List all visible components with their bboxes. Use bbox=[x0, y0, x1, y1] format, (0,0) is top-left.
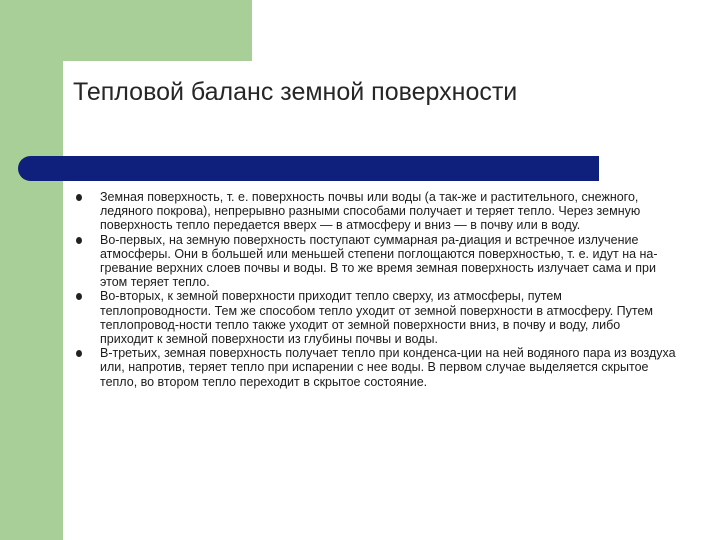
bullet-icon bbox=[76, 350, 82, 357]
bullet-icon bbox=[76, 237, 82, 244]
bullet-text: Во-вторых, к земной поверхности приходит тепло сверху, из атмосферы, путем теплопроводности. Тем же способом тепло уходит от земной поверхности в атмосферу. Путем теплопровод-ности тепло также уходит от земной поверхности вниз, в почву и воду, либо приходит к земной поверхности из глубины почвы и воды. bbox=[100, 289, 654, 347]
list-item bbox=[76, 233, 676, 290]
bullet-icon bbox=[76, 194, 82, 201]
slide-title: Тепловой баланс земной поверхности bbox=[73, 78, 518, 106]
list-item bbox=[76, 346, 676, 389]
title-underline-bar bbox=[18, 156, 599, 181]
bullet-icon bbox=[76, 293, 82, 300]
bullet-text: Во-первых, на земную поверхность поступают суммарная ра-диация и встречное излучение атмосферы. Они в большей или меньшей степени поглощаются поверхностью, т. е. идут на на-гревание верхних слоев почвы и воды. В то же время земная поверхность излучает сама и при этом теряет тепло. bbox=[100, 232, 658, 290]
bullet-text: В-третьих, земная поверхность получает тепло при конденса-ции на ней водяного пара из воздуха или, напротив, теряет тепло при испарении с нее воды. В первом случае выделяется скрытое тепло, во втором тепло переходит в скрытое состояние. bbox=[100, 346, 676, 389]
bullet-list bbox=[76, 190, 676, 389]
list-item bbox=[76, 289, 676, 346]
bullet-text: Земная поверхность, т. е. поверхность почвы или воды (а так-же и растительного, снежного, ледяного покрова), непрерывно разными способами получает и теряет тепло. Через земную поверхность тепло передается вверх — в атмосферу и вниз — в почву или в воду. bbox=[100, 190, 641, 233]
list-item bbox=[76, 190, 676, 233]
